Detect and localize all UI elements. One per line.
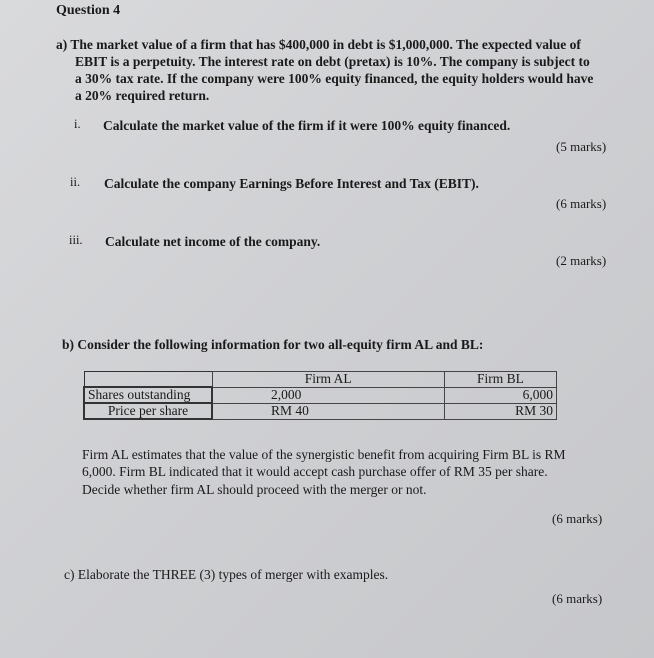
table-cell: Shares outstanding [84, 387, 212, 403]
table-cell: RM 30 [445, 403, 557, 419]
part-b-line-3: Decide whether firm AL should proceed with the merger or not. [82, 482, 427, 497]
part-b-line-1: Firm AL estimates that the value of the synergistic benefit from acquiring Firm BL is RM [82, 447, 566, 462]
part-a-line-4: a 20% required return. [75, 88, 210, 103]
part-c-text: c) Elaborate the THREE (3) types of merger with examples. [64, 567, 389, 582]
item-i-marks: (5 marks) [556, 139, 607, 154]
part-a-line-1: a) The market value of a firm that has $400,000 in debt is $1,000,000. The expected value of [56, 37, 581, 52]
table-header-cell: Firm AL [212, 372, 445, 388]
table-header-cell: Firm BL [445, 372, 557, 388]
table-cell: Price per share [84, 403, 212, 419]
item-iii-number: iii. [69, 233, 83, 247]
item-iii-marks: (2 marks) [556, 253, 607, 268]
part-b-intro: b) Consider the following information for two all-equity firm AL and BL: [62, 337, 484, 352]
table-cell: 2,000 [212, 387, 445, 403]
item-i-number: i. [74, 117, 81, 131]
table-row [84, 387, 557, 403]
part-c-marks: (6 marks) [552, 591, 603, 606]
table-cell: 6,000 [445, 387, 557, 403]
part-a-line-3: a 30% tax rate. If the company were 100% equity financed, the equity holders would have [75, 71, 594, 86]
table-cell: RM 40 [212, 403, 445, 419]
item-i-text: Calculate the market value of the firm if it were 100% equity financed. [103, 118, 511, 133]
item-ii-number: ii. [70, 175, 81, 189]
part-b-marks: (6 marks) [552, 511, 603, 526]
part-b-line-2: 6,000. Firm BL indicated that it would accept cash purchase offer of RM 35 per share. [82, 464, 548, 479]
firm-info-table [83, 371, 557, 420]
part-a-line-2: EBIT is a perpetuity. The interest rate on debt (pretax) is 10%. The company is subject to [75, 54, 590, 69]
item-ii-text: Calculate the company Earnings Before Interest and Tax (EBIT). [104, 176, 479, 191]
table-row [84, 403, 557, 419]
item-ii-marks: (6 marks) [556, 196, 607, 211]
question-title: Question 4 [56, 3, 121, 18]
table-header-row [84, 372, 557, 388]
item-iii-text: Calculate net income of the company. [105, 234, 321, 249]
table-header-cell [84, 372, 212, 388]
